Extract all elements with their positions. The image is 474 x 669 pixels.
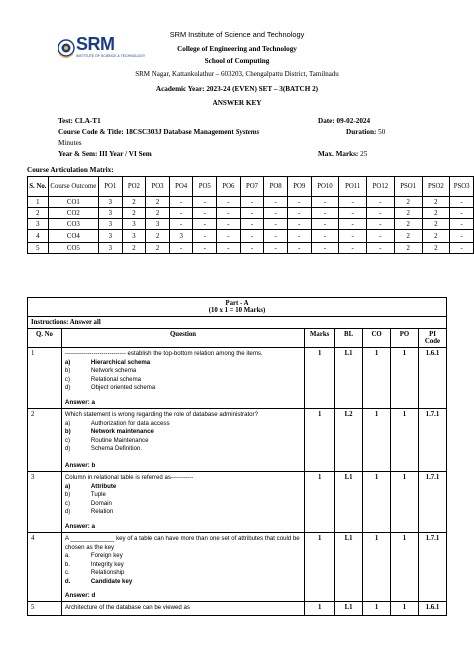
question-text: ------------------------------ establish the top-bottom relation among the items. [64, 350, 263, 357]
cam-header-cell: PO4 [169, 177, 193, 197]
question-marks: 1 [305, 348, 335, 409]
question-number: 5 [28, 602, 62, 616]
cam-cell: - [240, 197, 264, 208]
cam-cell: - [311, 197, 339, 208]
cam-cell: 2 [146, 197, 170, 208]
cam-cell: - [169, 208, 193, 219]
cam-cell: - [217, 230, 241, 243]
cam-cell: - [264, 208, 288, 219]
part-a-title-row [28, 298, 447, 317]
answer-option [65, 483, 301, 492]
cam-cell: 1 [28, 197, 49, 208]
cam-cell: - [264, 219, 288, 230]
question-row [28, 348, 447, 409]
col-co: CO [363, 329, 391, 348]
cam-cell: - [287, 197, 311, 208]
cam-cell: - [367, 243, 395, 254]
cam-row [28, 208, 474, 219]
col-q-no: Q. No [28, 329, 62, 348]
cam-cell: 2 [394, 243, 422, 254]
cam-cell: - [339, 208, 367, 219]
option-text: Foreign key [90, 552, 123, 560]
cam-header-cell: S. No. [28, 177, 49, 197]
cam-cell: 3 [98, 197, 122, 208]
question-row [28, 471, 447, 532]
cam-cell: 3 [122, 219, 146, 230]
max-marks: Max. Marks: 25 [318, 150, 368, 158]
cam-row [28, 197, 474, 208]
cam-cell: - [287, 219, 311, 230]
test-name: Test: CLA-T1 [58, 117, 101, 125]
question-text: Architecture of the database can be viewed as [64, 604, 190, 612]
year-sem: Year & Sem: III Year / VI Sem [58, 150, 152, 158]
cam-cell: - [193, 219, 217, 230]
cam-cell: 2 [422, 243, 450, 254]
cam-cell: - [450, 197, 474, 208]
option-key: a) [64, 482, 71, 490]
cam-row [28, 219, 474, 230]
cam-cell: 2 [122, 197, 146, 208]
part-a-subtitle: (10 x 1 = 10 Marks) [208, 307, 266, 314]
cam-cell: 3 [28, 219, 49, 230]
cam-cell: 2 [422, 197, 450, 208]
test-date: Date: 09-02-2024 [318, 117, 371, 125]
part-a-title: Part - A [225, 300, 249, 307]
question-co: 1 [363, 348, 391, 409]
cam-cell: CO2 [48, 208, 98, 219]
cam-cell: - [169, 243, 193, 254]
question-co: 1 [363, 602, 391, 616]
answer-option [65, 359, 301, 368]
cam-cell: 3 [146, 219, 170, 230]
question-body [61, 408, 304, 471]
address: SRM Nagar, Kattankulathur – 603203, Chengalpattu District, Tamilnadu [135, 70, 339, 78]
question-co: 1 [363, 532, 391, 602]
cam-cell: 2 [422, 219, 450, 230]
cam-cell: - [450, 230, 474, 243]
duration-minutes: Minutes [58, 139, 82, 147]
cam-cell: - [339, 243, 367, 254]
col-po: PO [391, 329, 419, 348]
instructions-row [28, 317, 447, 329]
cam-cell: - [240, 230, 264, 243]
col-bl: BL [335, 329, 363, 348]
option-key: b) [64, 491, 71, 499]
cam-cell: CO3 [48, 219, 98, 230]
col-pi-code: PI Code [418, 329, 446, 348]
cam-cell: 3 [169, 230, 193, 243]
answer-line: Answer: a [64, 398, 96, 406]
question-number: 1 [28, 348, 62, 409]
answer-option [65, 491, 301, 500]
question-marks: 1 [305, 471, 335, 532]
cam-cell: 2 [394, 208, 422, 219]
cam-cell: - [311, 243, 339, 254]
cam-cell: - [193, 230, 217, 243]
question-bl: L1 [335, 532, 363, 602]
option-text: Domain [90, 499, 112, 507]
cam-cell: - [450, 219, 474, 230]
answer-line: Answer: d [64, 592, 96, 600]
question-row [28, 602, 447, 616]
cam-header-cell: PO9 [287, 177, 311, 197]
option-text: Schema Definition. [90, 445, 143, 453]
option-text: Candidate key [90, 577, 133, 585]
cam-cell: 4 [28, 230, 49, 243]
cam-header-cell: PO5 [193, 177, 217, 197]
cam-cell: - [287, 208, 311, 219]
logo-wordmark: SRM [76, 34, 115, 54]
question-row [28, 408, 447, 471]
answer-option [65, 552, 301, 561]
cam-cell: - [193, 197, 217, 208]
answer-option [65, 569, 301, 578]
question-marks: 1 [305, 532, 335, 602]
option-key: d) [64, 508, 71, 516]
cam-cell: 3 [98, 208, 122, 219]
option-text: Relational schema [90, 375, 142, 383]
option-text: Network maintenance [90, 428, 154, 436]
answer-line: Answer: a [64, 522, 96, 530]
answer-option [65, 384, 301, 393]
question-row [28, 532, 447, 602]
cam-header-cell: PO10 [311, 177, 339, 197]
cam-cell: 2 [394, 219, 422, 230]
option-key: b. [64, 560, 70, 568]
question-bl: L1 [335, 348, 363, 409]
cam-cell: 2 [146, 230, 170, 243]
question-text: Column in relational table is referred as----------- [64, 473, 194, 481]
option-key: c) [64, 499, 70, 507]
option-key: d) [64, 384, 71, 392]
duration: Duration: 50 [346, 128, 386, 136]
cam-header-cell: PO7 [240, 177, 264, 197]
course-title: Course Code & Title: 18CSC303J Database Management Systems [58, 128, 260, 136]
question-bl: L1 [335, 602, 363, 616]
cam-row [28, 243, 474, 254]
question-number: 4 [28, 532, 62, 602]
cam-cell: - [339, 219, 367, 230]
cam-cell: - [169, 197, 193, 208]
answer-option [65, 561, 301, 570]
option-key: c) [64, 375, 70, 383]
cam-cell: - [311, 208, 339, 219]
part-a-header-row [28, 329, 447, 348]
cam-cell: 2 [394, 197, 422, 208]
cam-cell: 2 [28, 208, 49, 219]
question-marks: 1 [305, 408, 335, 471]
option-text: Relationship [90, 569, 125, 577]
question-po: 1 [391, 532, 419, 602]
option-text: Hierarchical schema [90, 358, 151, 366]
question-po: 1 [391, 408, 419, 471]
option-text: Object oriented schema [90, 384, 156, 392]
cam-cell: - [240, 243, 264, 254]
cam-cell: - [367, 208, 395, 219]
cam-cell: - [367, 219, 395, 230]
cam-header-cell: PO6 [217, 177, 241, 197]
answer-line: Answer: b [64, 461, 96, 469]
answer-option [65, 508, 301, 517]
question-body [61, 602, 304, 616]
question-po: 1 [391, 602, 419, 616]
cam-header-cell: PO2 [122, 177, 146, 197]
col-question: Question [61, 329, 304, 348]
answer-key-title: ANSWER KEY [212, 99, 262, 107]
cam-cell: - [339, 230, 367, 243]
cam-cell: - [240, 219, 264, 230]
question-number: 2 [28, 408, 62, 471]
cam-cell: CO4 [48, 230, 98, 243]
cam-header-cell: PSO1 [394, 177, 422, 197]
option-key: c. [64, 569, 70, 577]
question-pi: 1.6.1 [418, 602, 446, 616]
answer-option [65, 437, 301, 446]
cam-cell: 2 [146, 208, 170, 219]
cam-cell: 3 [98, 219, 122, 230]
question-body [61, 348, 304, 409]
cam-header-cell: PO8 [264, 177, 288, 197]
option-text: Tuple [90, 491, 106, 499]
question-pi: 1.6.1 [418, 348, 446, 409]
option-text: Network schema [90, 367, 137, 375]
question-marks: 1 [305, 602, 335, 616]
cam-header-cell: PSO3 [450, 177, 474, 197]
cam-cell: - [264, 197, 288, 208]
answer-option [65, 500, 301, 509]
answer-option [65, 420, 301, 429]
cam-header-cell: PO3 [146, 177, 170, 197]
institute-name: SRM Institute of Science and Technology [169, 30, 305, 39]
cam-cell: 5 [28, 243, 49, 254]
cam-cell: - [264, 230, 288, 243]
cam-cell: - [311, 230, 339, 243]
cam-cell: 2 [422, 208, 450, 219]
cam-cell: - [311, 219, 339, 230]
cam-cell: CO1 [48, 197, 98, 208]
cam-cell: - [217, 219, 241, 230]
cam-title: Course Articulation Matrix: [27, 166, 114, 174]
part-a-table [27, 297, 447, 616]
question-co: 1 [363, 408, 391, 471]
answer-option [65, 578, 301, 587]
cam-cell: - [339, 197, 367, 208]
cam-header-cell: PSO2 [422, 177, 450, 197]
question-bl: L1 [335, 471, 363, 532]
answer-option [65, 445, 301, 454]
course-articulation-matrix [27, 176, 474, 254]
question-po: 1 [391, 471, 419, 532]
option-key: b) [64, 367, 71, 375]
option-key: d. [64, 577, 71, 585]
cam-cell: 2 [394, 230, 422, 243]
cam-cell: 2 [146, 243, 170, 254]
option-key: a) [64, 358, 71, 366]
cam-cell: - [169, 219, 193, 230]
college-name: College of Engineering and Technology [177, 45, 297, 53]
option-text: Routine Maintenance [90, 436, 149, 444]
instructions: Instructions: Answer all [28, 317, 447, 329]
cam-cell: 3 [122, 230, 146, 243]
answer-option [65, 367, 301, 376]
cam-cell: 3 [98, 243, 122, 254]
question-text: Which statement is wrong regarding the role of database administrator? [64, 410, 258, 418]
cam-cell: - [193, 208, 217, 219]
option-text: Relation [90, 508, 114, 516]
school-name: School of Computing [204, 57, 270, 65]
cam-cell: - [217, 243, 241, 254]
cam-header-cell: PO12 [367, 177, 395, 197]
question-text: A _____________ key of a table can have more than one set of attributes that could be chosen as the key [64, 534, 300, 551]
academic-year: Academic Year: 2023-24 (EVEN) SET – 3(BATCH 2) [155, 85, 319, 93]
cam-header-cell: PO11 [339, 177, 367, 197]
question-number: 3 [28, 471, 62, 532]
question-pi: 1.7.1 [418, 471, 446, 532]
cam-cell: - [450, 243, 474, 254]
cam-cell: - [450, 208, 474, 219]
cam-row [28, 230, 474, 243]
cam-cell: - [217, 197, 241, 208]
question-pi: 1.7.1 [418, 408, 446, 471]
option-text: Integrity key [90, 560, 124, 568]
cam-cell: - [287, 230, 311, 243]
cam-header-cell: Course Outcome [48, 177, 98, 197]
cam-cell: - [217, 208, 241, 219]
cam-cell: 2 [122, 243, 146, 254]
cam-header-cell: PO1 [98, 177, 122, 197]
cam-cell: 2 [422, 230, 450, 243]
cam-cell: - [287, 243, 311, 254]
option-key: d) [64, 445, 71, 453]
logo-tagline: INSTITUTE OF SCIENCE & TECHNOLOGY [76, 54, 146, 58]
cam-cell: - [240, 208, 264, 219]
question-pi: 1.7.1 [418, 532, 446, 602]
option-text: Attribute [90, 482, 117, 490]
option-key: a. [64, 552, 70, 560]
question-body [61, 471, 304, 532]
question-po: 1 [391, 348, 419, 409]
col-marks: Marks [305, 329, 335, 348]
cam-cell: CO5 [48, 243, 98, 254]
option-key: c) [64, 436, 70, 444]
cam-cell: 2 [122, 208, 146, 219]
question-co: 1 [363, 471, 391, 532]
cam-cell: - [367, 197, 395, 208]
option-text: Authorization for data access [90, 419, 170, 427]
answer-option [65, 376, 301, 385]
option-key: a) [64, 419, 71, 427]
cam-header-row [28, 177, 474, 197]
cam-cell: - [367, 230, 395, 243]
question-bl: L2 [335, 408, 363, 471]
question-body [61, 532, 304, 602]
option-key: b) [64, 428, 71, 436]
cam-cell: 3 [98, 230, 122, 243]
answer-option [65, 428, 301, 437]
cam-cell: - [264, 243, 288, 254]
cam-cell: - [193, 243, 217, 254]
